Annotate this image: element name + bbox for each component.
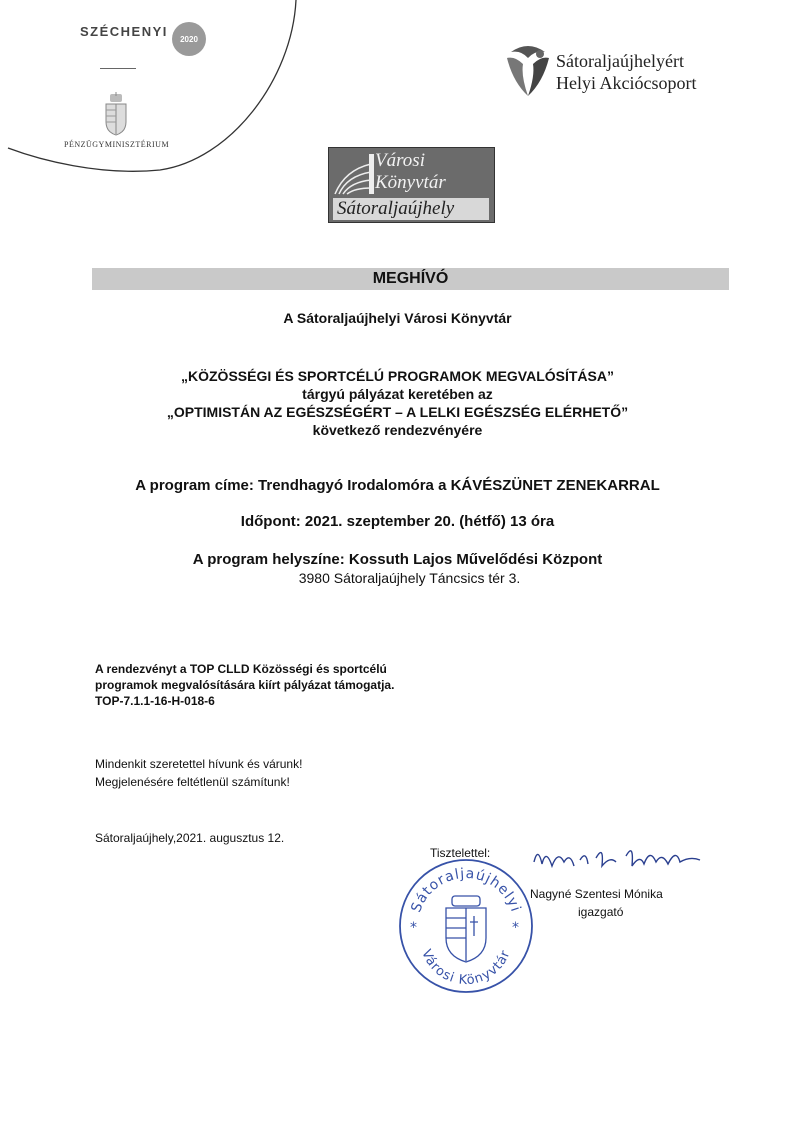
action-group-line2: Helyi Akciócsoport	[556, 73, 697, 93]
place-and-date: Sátoraljaújhely,2021. augusztus 12.	[95, 831, 285, 845]
signer-name: Nagyné Szentesi Mónika	[530, 887, 663, 901]
event-intro: következő rendezvényére	[312, 422, 483, 438]
stamp-top-text: Sátoraljaújhelyi	[408, 865, 524, 915]
hungarian-coat-of-arms-icon	[104, 92, 128, 136]
funding-line2: programok megvalósítására kiírt pályázat támogatja.	[95, 678, 395, 692]
library-logo	[328, 147, 495, 223]
event-time: Időpont: 2021. szeptember 20. (hétfő) 13 óra	[240, 513, 555, 530]
event-venue: A program helyszíne: Kossuth Lajos Művelődési Központ	[192, 551, 603, 568]
welcome-line1: Mindenkit szeretettel hívunk és várunk!	[95, 757, 303, 771]
stamp-bottom-text: Városi Könyvtár	[418, 947, 514, 989]
ministry-label: PÉNZÜGYMINISZTÉRIUM	[64, 140, 170, 149]
badge-year: 2020	[180, 34, 198, 44]
project-name: „OPTIMISTÁN AZ EGÉSZSÉGÉRT – A LELKI EGÉSZSÉG ELÉRHETŐ”	[166, 404, 629, 420]
library-logo-line3: Sátoraljaújhely	[333, 198, 489, 220]
stamp-star-right-icon: *	[512, 920, 519, 936]
stamp-star-left-icon: *	[410, 920, 417, 936]
action-group-name	[556, 50, 696, 94]
szechenyi-label: SZÉCHENYI	[80, 24, 168, 39]
library-logo-line2: Könyvtár	[375, 172, 446, 193]
document-title: MEGHÍVÓ	[92, 268, 729, 290]
header-divider	[100, 68, 136, 69]
call-name: „KÖZÖSSÉGI ÉS SPORTCÉLÚ PROGRAMOK MEGVALÓSÍTÁSA”	[181, 368, 614, 384]
event-address: 3980 Sátoraljaújhely Táncsics tér 3.	[298, 570, 521, 586]
funding-line1: A rendezvényt a TOP CLLD Közösségi és sportcélú	[95, 662, 387, 676]
welcome-line2: Megjelenésére feltétlenül számítunk!	[95, 775, 290, 789]
library-stamp	[396, 856, 536, 996]
sunrise-icon	[331, 150, 375, 198]
funding-code: TOP-7.1.1-16-H-018-6	[95, 694, 215, 708]
library-logo-line1: Városi	[375, 150, 425, 171]
program-title: A program címe: Trendhagyó Irodalomóra a KÁVÉSZÜNET ZENEKARRAL	[135, 477, 660, 494]
action-group-line1: Sátoraljaújhelyért	[556, 51, 684, 71]
stamp-coat-of-arms-icon	[446, 896, 486, 962]
regards: Tisztelettel:	[430, 846, 491, 860]
szechenyi-2020-badge-icon	[172, 22, 206, 56]
signer-title: igazgató	[578, 905, 624, 919]
handwritten-signature	[530, 838, 730, 880]
organizer: A Sátoraljaújhelyi Városi Könyvtár	[283, 310, 512, 326]
action-group-logo-icon	[503, 42, 553, 98]
call-context: tárgyú pályázat keretében az	[302, 386, 493, 402]
